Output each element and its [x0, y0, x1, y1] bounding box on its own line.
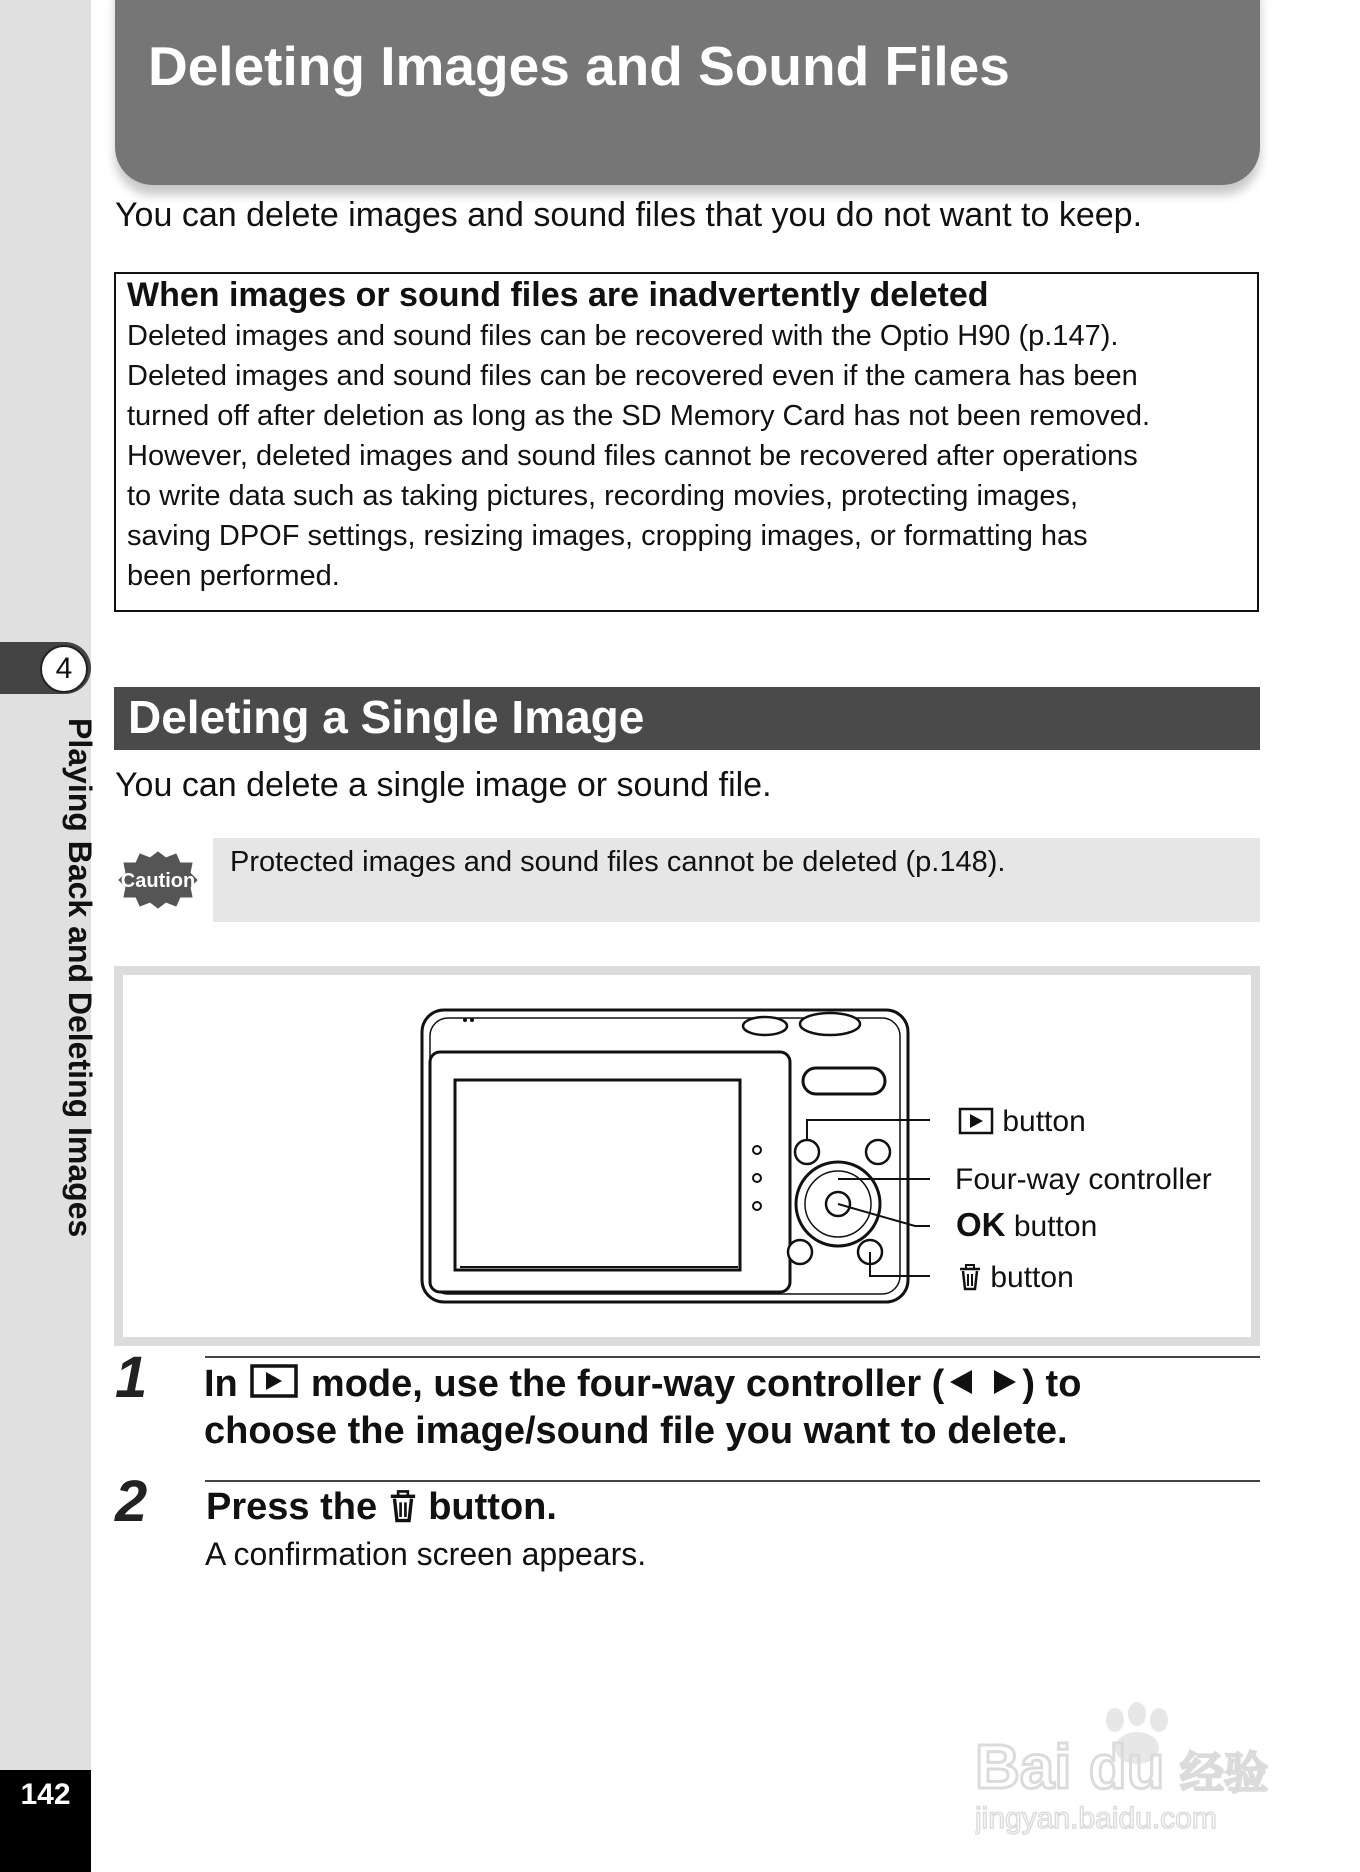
four-way-label: Four-way controller — [955, 1163, 1212, 1196]
step-1-rule — [205, 1356, 1260, 1358]
step-2-text-a: Press the — [206, 1486, 378, 1528]
step-2-line-1 — [206, 1486, 557, 1529]
step-2-text-b: button. — [428, 1486, 557, 1528]
trash-icon — [388, 1489, 418, 1523]
note-line: been performed. — [127, 560, 340, 592]
caution-icon — [118, 850, 198, 910]
page-number: 142 — [20, 1778, 71, 1811]
trash-button-text: button — [990, 1261, 1074, 1294]
step-1-text-c: ) to — [1022, 1363, 1082, 1405]
note-line: Deleted images and sound files can be recovered with the Optio H90 (p.147). — [127, 320, 1119, 352]
step-2-number: 2 — [115, 1469, 148, 1534]
note-line: However, deleted images and sound files cannot be recovered after operations — [127, 440, 1138, 472]
step-1-text-b: mode, use the four-way controller ( — [310, 1363, 945, 1405]
camera-illustration — [400, 1004, 930, 1314]
trash-icon — [958, 1263, 982, 1291]
note-line: turned off after deletion as long as the SD Memory Card has not been removed. — [127, 400, 1151, 432]
note-line: to write data such as taking pictures, recording movies, protecting images, — [127, 480, 1079, 512]
note-heading: When images or sound files are inadvertently deleted — [127, 276, 989, 314]
play-button-text: button — [1002, 1105, 1086, 1138]
intro-text: You can delete images and sound files that you do not want to keep. — [115, 196, 1143, 234]
watermark-cn: 经验 — [1180, 1748, 1268, 1799]
caution-badge-text: Caution — [120, 870, 196, 892]
note-line: saving DPOF settings, resizing images, cropping images, or formatting has — [127, 520, 1088, 552]
step-1-text-a: In — [204, 1363, 238, 1405]
chapter-number: 4 — [40, 645, 88, 693]
step-1-line-1 — [204, 1362, 1081, 1406]
watermark-brand: Bai du — [975, 1733, 1165, 1802]
play-mode-icon — [248, 1362, 300, 1400]
play-button-label — [958, 1105, 1086, 1139]
side-title-text: Playing Back and Deleting Images — [62, 718, 98, 1238]
ok-button-text: button — [1013, 1210, 1098, 1243]
watermark — [975, 1700, 1295, 1840]
step-1-line-2: choose the image/sound file you want to delete. — [204, 1410, 1068, 1452]
watermark-url: jingyan.baidu.com — [975, 1802, 1217, 1835]
trash-button-label — [958, 1261, 1074, 1295]
left-right-arrows-icon — [944, 1365, 1022, 1399]
step-2-subtext: A confirmation screen appears. — [205, 1536, 647, 1572]
caution-text: Protected images and sound files cannot be deleted (p.148). — [230, 846, 1006, 878]
note-line: Deleted images and sound files can be recovered even if the camera has been — [127, 360, 1138, 392]
side-title — [14, 718, 114, 1298]
step-1-number: 1 — [115, 1345, 148, 1410]
ok-icon: OK — [956, 1206, 1006, 1243]
section-intro: You can delete a single image or sound file. — [115, 766, 772, 804]
ok-button-label — [956, 1206, 1097, 1244]
step-2-rule — [205, 1480, 1260, 1482]
play-icon — [958, 1107, 994, 1135]
section-title: Deleting a Single Image — [128, 691, 645, 743]
page-title: Deleting Images and Sound Files — [148, 35, 1010, 97]
